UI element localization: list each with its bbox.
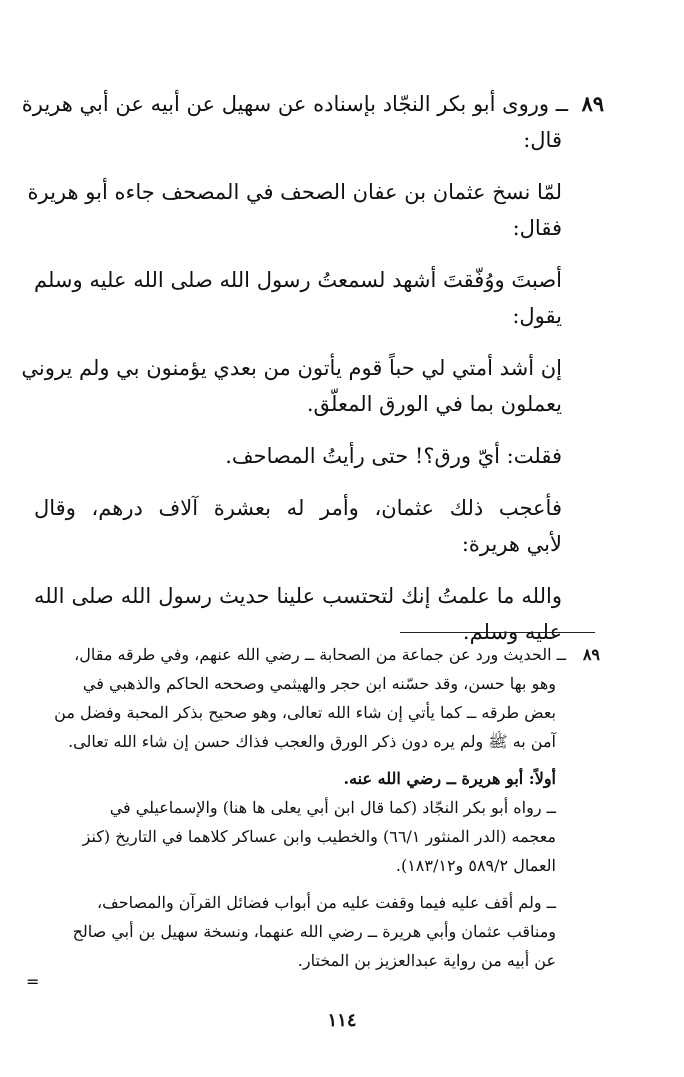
main-line: عليه وسلم.: [462, 620, 562, 644]
page-number: ١١٤: [327, 1010, 357, 1031]
footnote-heading: أولاً: أبو هريرة ــ رضي الله عنه.: [343, 769, 556, 788]
footnote-divider: [400, 632, 595, 633]
footnote-line: ومناقب عثمان وأبي هريرة ــ رضي الله عنهما، ونسخة سهيل بن أبي صالح: [72, 922, 556, 941]
main-text: [21, 86, 604, 650]
main-line: فأعجب ذلك عثمان، وأمر له بعشرة آلاف درهم، وقال: [34, 496, 562, 520]
main-line: يقول:: [512, 304, 562, 328]
main-line: فقال:: [512, 216, 562, 240]
footnote-line: معجمه (الدر المنثور ٦٦/١) والخطيب وابن عساكر كلاهما في التاريخ (كنز: [82, 827, 556, 846]
hadith-number: ٨٩: [581, 91, 604, 116]
main-line: لأبي هريرة:: [461, 532, 562, 556]
main-line: يعملون بما في الورق المعلّق.: [306, 392, 562, 416]
main-line: لمّا نسخ عثمان بن عفان الصحف في المصحف جاءه أبو هريرة: [27, 180, 562, 204]
footnote-line: ــ ولم أقف عليه فيما وقفت عليه من أبواب فضائل القرآن والمصاحف،: [97, 893, 556, 912]
footnote-number: ٨٩: [582, 645, 600, 664]
main-line: والله ما علمتُ إنك لتحتسب علينا حديث رسول الله صلى الله: [34, 584, 562, 608]
footnote-line: آمن به ﷺ ولم يره دون ذكر الورق والعجب فذاك حسن إن شاء الله تعالى.: [68, 732, 556, 751]
main-line: ٨٩ــ وروى أبو بكر النجّاد بإسناده عن سهيل عن أبيه عن أبي هريرة: [34, 86, 604, 122]
main-line: فقلت: أيّ ورق؟! حتى رأيتُ المصاحف.: [225, 444, 562, 468]
footnote-line: ٨٩ــ الحديث ورد عن جماعة من الصحابة ــ رضي الله عنهم، وفي طرقه مقال،: [40, 640, 600, 669]
continuation-mark: =: [26, 972, 40, 991]
footnotes: [40, 640, 600, 975]
footnote-line: بعض طرقه ــ كما يأتي إن شاء الله تعالى، وهو صحيح بذكر المحبة وفضل من: [54, 703, 556, 722]
footnote-line: وهو بها حسن، وقد حسّنه ابن حجر والهيثمي وصححه الحاكم والذهبي في: [82, 674, 556, 693]
main-line: قال:: [523, 128, 562, 152]
footnote-line: عن أبيه من رواية عبدالعزيز بن المختار.: [297, 951, 556, 970]
footnote-line: ــ رواه أبو بكر النجّاد (كما قال ابن أبي يعلى ها هنا) والإسماعيلي في: [109, 798, 556, 817]
footnote-line: العمال ٥٨٩/٢ و١٨٣/١٢).: [395, 856, 556, 875]
main-line: إن أشد أمتي لي حباً قوم يأتون من بعدي يؤمنون بي ولم يروني: [21, 356, 562, 380]
main-line: أصبتَ ووُفّقتَ أشهد لسمعتُ رسول الله صلى الله عليه وسلم: [34, 268, 562, 292]
